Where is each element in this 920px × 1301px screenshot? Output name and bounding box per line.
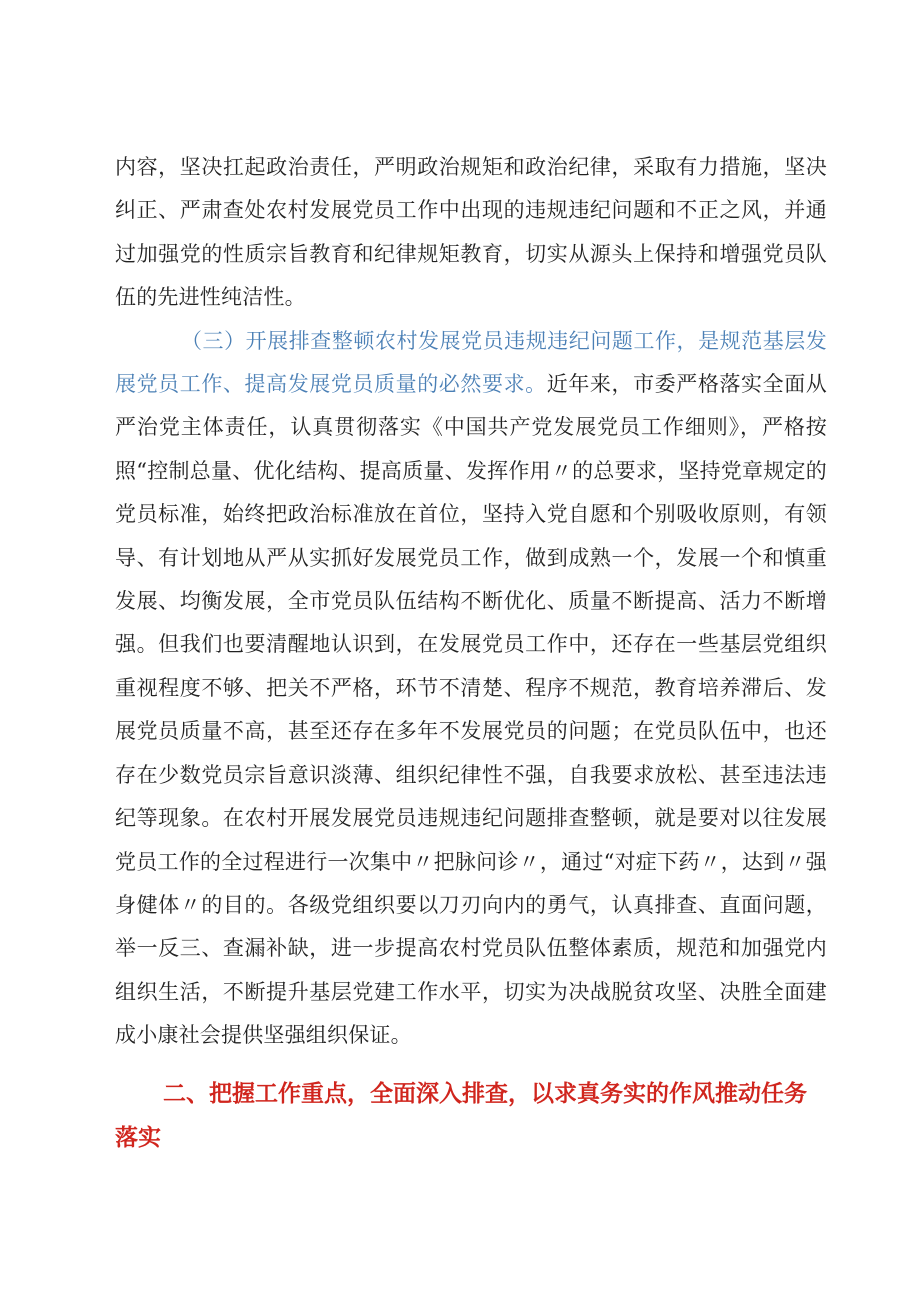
paragraph-section-three <box>115 320 827 1058</box>
paragraph-continuation <box>115 146 827 320</box>
paragraph-text: 内容，坚决扛起政治责任，严明政治规矩和政治纪律，采取有力措施，坚决纠正、严肃查处农村发展党员工作中出现的违规违纪问题和不正之风，并通过加强党的性质宗旨教育和纪律规矩教育，切实从源头上保持和增强党员队伍的先进性纯洁性。 <box>115 155 827 310</box>
section-body-text: 近年来，市委严格落实全面从严治党主体责任，认真贯彻落实《中国共产党发展党员工作细则》，严格按照“控制总量、优化结构、提高质量、发挥作用〃的总要求，坚持党章规定的党员标准，始终把政治标准放在首位，坚持入党自愿和个别吸收原则，有领导、有计划地从严从实抓好发展党员工作，做到成熟一个，发展一个和慎重发展、均衡发展，全市党员队伍结构不断优化、质量不断提高、活力不断增强。但我们也要清醒地认识到，在发展党员工作中，还存在一些基层党组织重视程度不够、把关不严格，环节不清楚、程序不规范，教育培养滞后、发展党员质量不高，甚至还存在多年不发展党员的问题；在党员队伍中，也还存在少数党员宗旨意识淡薄、组织纪律性不强，自我要求放松、甚至违法违纪等现象。在农村开展发展党员违规违纪问题排查整顿，就是要对以往发展党员工作的全过程进行一次集中〃把脉问诊〃，通过“对症下药〃，达到〃强身健体〃的目的。各级党组织要以刀刃向内的勇气，认真排查、直面问题，举一反三、查漏补缺，进一步提高农村党员队伍整体素质，规范和加强党内组织生活，不断提升基层党建工作水平，切实为决战脱贫攻坚、决胜全面建成小康社会提供坚强组织保证。 <box>115 372 827 1048</box>
section-lead-sentence: （三）开展排查整顿农村发展党员违规违纪问题工作，是规范基层发展党员工作、提高发展党员质量的必然要求。 <box>115 328 827 397</box>
section-heading-two: 二、把握工作重点，全面深入排查，以求真务实的作风推动任务落实 <box>115 1080 807 1151</box>
document-page <box>115 146 827 1160</box>
